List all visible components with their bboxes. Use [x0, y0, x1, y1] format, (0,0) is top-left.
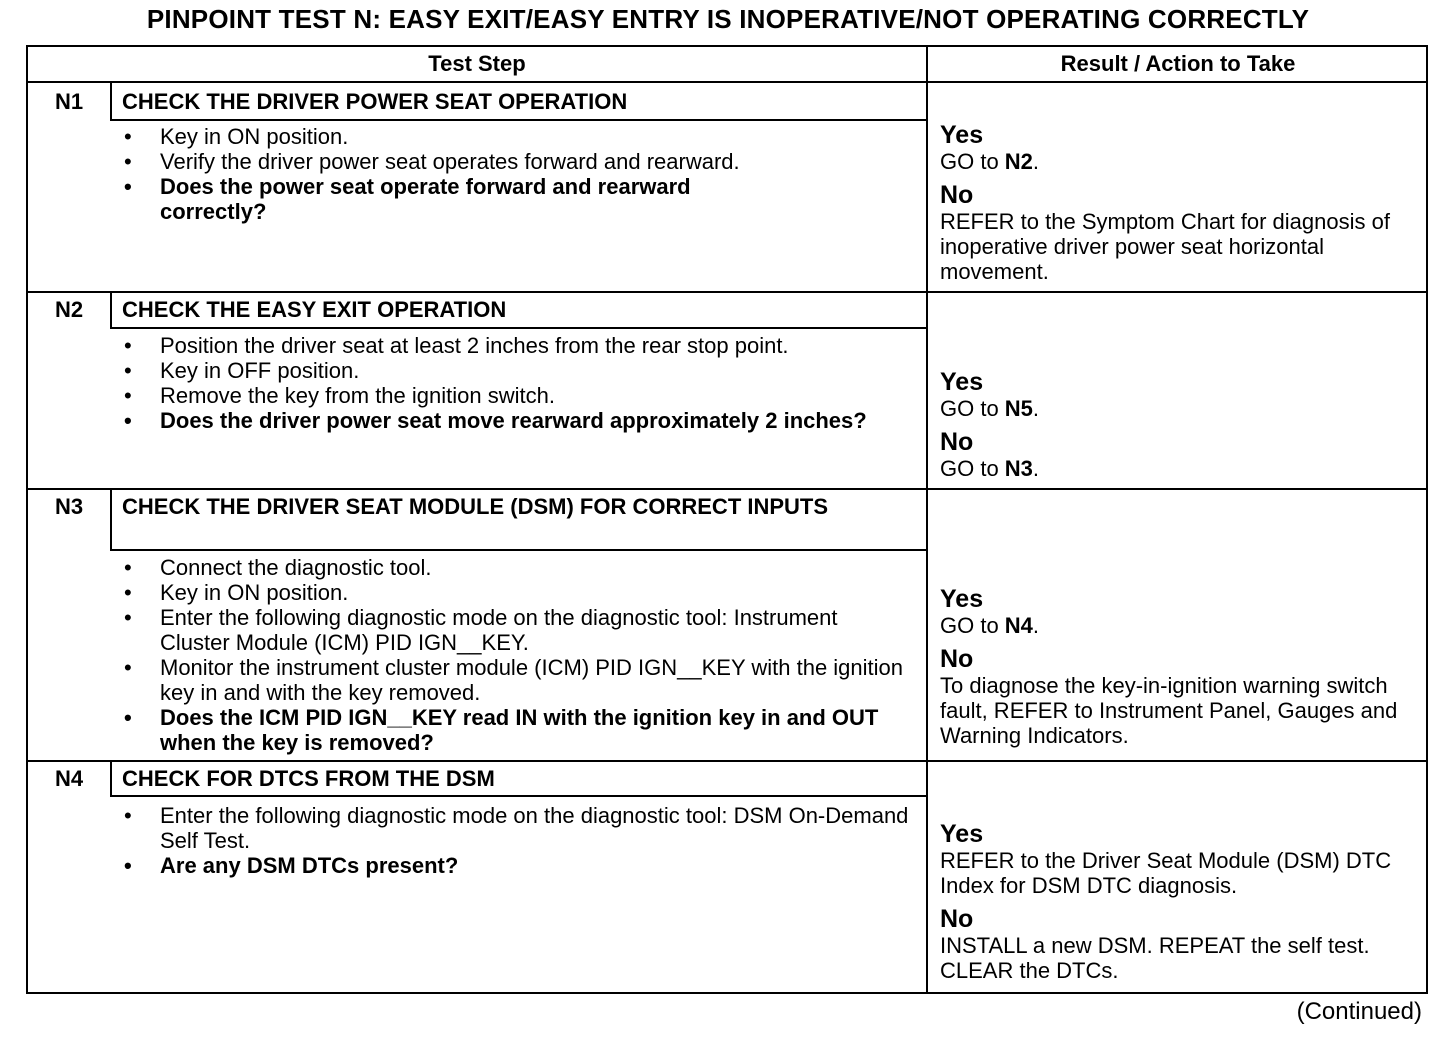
step-code-n4: N4: [54, 766, 84, 791]
code-divider-n3: [110, 488, 112, 550]
step-heading-n2: CHECK THE EASY EXIT OPERATION: [122, 297, 507, 322]
code-divider-n2: [110, 291, 112, 327]
yes-action: GO to N5.: [940, 396, 1040, 421]
yes-label: Yes: [940, 585, 984, 613]
link-target: N3: [1004, 456, 1033, 481]
result-n1: [940, 122, 1422, 284]
list-item-question: • Are any DSM DTCs present?: [124, 853, 924, 878]
no-action: GO to N3.: [940, 456, 1040, 481]
no-label: No: [940, 645, 974, 673]
link-target: N4: [1004, 613, 1033, 638]
step-heading-n1: CHECK THE DRIVER POWER SEAT OPERATION: [122, 89, 628, 114]
list-item-question: • Does the driver power seat move rearward approximately 2 inches?: [124, 408, 920, 433]
result-n2: [940, 369, 1422, 481]
step-code-n3: N3: [54, 494, 84, 519]
code-divider-n4: [110, 760, 112, 797]
step-heading-n4: CHECK FOR DTCS FROM THE DSM: [122, 766, 495, 791]
row-divider-n4: [28, 760, 1426, 762]
step-list-n3: [124, 555, 924, 755]
yes-action: GO to N4.: [940, 613, 1040, 638]
yes-action: REFER to the Driver Seat Module (DSM) DTC Index for DSM DTC diagnosis.: [940, 848, 1392, 898]
pinpoint-test-table: [26, 45, 1428, 994]
row-divider-n2: [28, 291, 1426, 293]
heading-underline-n1: [110, 119, 926, 121]
list-item: • Remove the key from the ignition switch.: [124, 383, 924, 408]
code-divider-n1: [110, 83, 112, 119]
no-label: No: [940, 428, 974, 456]
step-code-n1: N1: [54, 89, 84, 114]
no-action: REFER to the Symptom Chart for diagnosis of inoperative driver power seat horizontal movement.: [940, 209, 1390, 284]
list-item: • Key in ON position.: [124, 124, 924, 149]
list-item: • Verify the driver power seat operates forward and rearward.: [124, 149, 924, 174]
list-item: • Connect the diagnostic tool.: [124, 555, 924, 580]
continued-note: (Continued): [1296, 998, 1422, 1025]
link-target: N2: [1004, 149, 1033, 174]
heading-underline-n2: [110, 327, 926, 329]
step-list-n1: [124, 124, 924, 224]
yes-label: Yes: [940, 121, 984, 149]
result-n3: [940, 586, 1422, 748]
no-action: INSTALL a new DSM. REPEAT the self test. CLEAR the DTCs.: [940, 933, 1370, 983]
step-code-n2: N2: [54, 297, 84, 322]
no-label: No: [940, 181, 974, 209]
step-list-n4: [124, 803, 924, 878]
list-item: • Enter the following diagnostic mode on the diagnostic tool: DSM On-Demand Self Test.: [124, 803, 940, 853]
yes-label: Yes: [940, 820, 984, 848]
list-item-question: • Does the power seat operate forward and rearward correctly?: [124, 174, 800, 224]
step-list-n2: [124, 333, 924, 433]
list-item: • Position the driver seat at least 2 inches from the rear stop point.: [124, 333, 860, 358]
row-divider-n3: [28, 488, 1426, 490]
list-item: • Monitor the instrument cluster module (ICM) PID IGN__KEY with the ignition key in and with the key removed.: [124, 655, 930, 705]
yes-label: Yes: [940, 368, 984, 396]
link-target: N5: [1004, 396, 1033, 421]
result-n4: [940, 821, 1422, 983]
no-action: To diagnose the key-in-ignition warning switch fault, REFER to Instrument Panel, Gauges and Warning Indicators.: [940, 673, 1398, 748]
yes-action: GO to N2.: [940, 149, 1040, 174]
step-heading-n3: CHECK THE DRIVER SEAT MODULE (DSM) FOR CORRECT INPUTS: [122, 494, 829, 519]
list-item-question: • Does the ICM PID IGN__KEY read IN with the ignition key in and OUT when the key is removed?: [124, 705, 930, 755]
list-item: • Key in ON position.: [124, 580, 924, 605]
heading-underline-n4: [110, 795, 926, 797]
column-header-result: Result / Action to Take: [928, 47, 1428, 83]
page-title: PINPOINT TEST N: EASY EXIT/EASY ENTRY IS INOPERATIVE/NOT OPERATING CORRECTLY: [146, 4, 1310, 34]
list-item: • Enter the following diagnostic mode on the diagnostic tool: Instrument Cluster Module (ICM) PID IGN__KEY.: [124, 605, 880, 655]
no-label: No: [940, 905, 974, 933]
list-item: • Key in OFF position.: [124, 358, 924, 383]
column-header-test-step: Test Step: [28, 47, 928, 83]
heading-underline-n3: [110, 549, 926, 551]
